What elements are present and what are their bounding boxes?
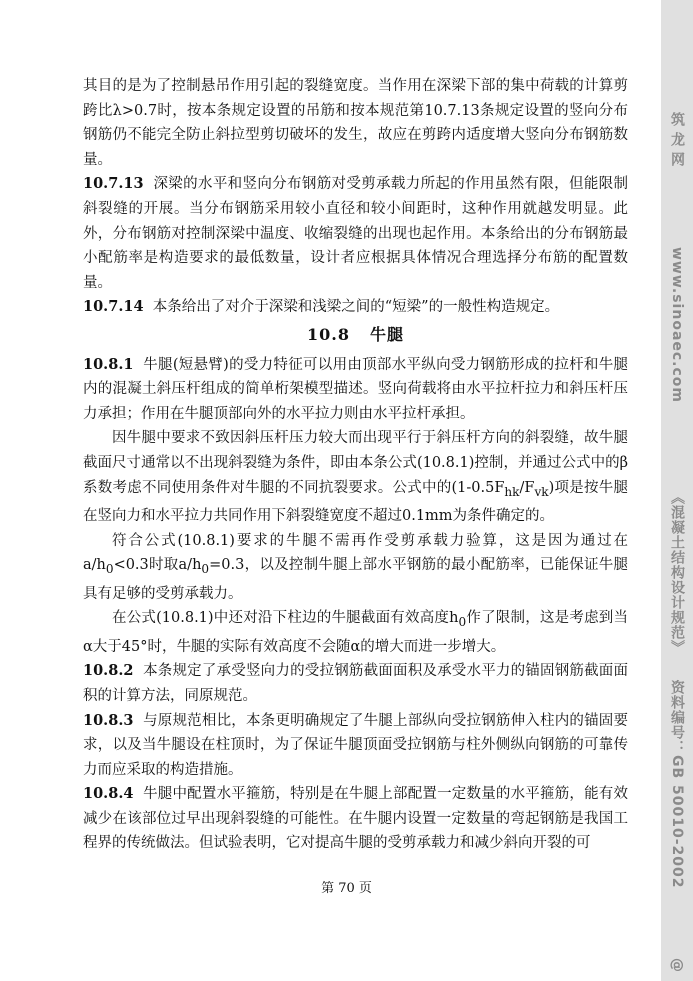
site-name: 筑龙网	[669, 112, 685, 172]
clause-10-8-2	[83, 659, 628, 708]
section-number: 10.8	[307, 324, 350, 344]
clause-number: 10.7.14	[83, 298, 144, 316]
document-body	[83, 74, 628, 856]
paragraph-shear-check: 符合公式(10.8.1)要求的牛腿不需再作受剪承载力验算，这是因为通过在$a/h_0<0.3$时取$a/h_0=0.3$，以及控制牛腿上部水平钢筋的最小配筋率，已能保证牛腿具有足够的受剪承载力。	[83, 532, 628, 602]
doc-title: 《混凝土结构设计规范》	[669, 490, 685, 655]
paragraph-intro: 其目的是为了控制悬吊作用引起的裂缝宽度。当作用在深梁下部的集中荷载的计算剪跨比λ>0.7时，按本条规定设置的吊筋和按本规范第10.7.13条规定设置的竖向分布钢筋仍不能完全防止斜拉型剪切破坏的发生，故应在剪跨内适度增大竖向分布钢筋数量。	[83, 78, 628, 168]
clause-text: 牛腿中配置水平箍筋，特别是在牛腿上部配置一定数量的水平箍筋，能有效减少在该部位过早出现斜裂缝的可能性。在牛腿内设置一定数量的弯起钢筋是我国工程界的传统做法。但试验表明，它对提高牛腿的受剪承载力和减少斜向开裂的可	[83, 786, 629, 852]
clause-10-8-4	[83, 782, 628, 856]
clause-number: 10.8.1	[83, 355, 134, 373]
clause-text: 本条规定了承受竖向力的受拉钢筋截面面积及承受水平力的锚固钢筋截面面积的计算方法，同原规范。	[83, 663, 629, 704]
clause-number: 10.8.4	[83, 785, 134, 803]
sidebar-watermark	[661, 0, 693, 981]
section-title: 牛腿	[369, 324, 404, 344]
page-number: 第 70 页	[321, 881, 372, 896]
clause-10-8-3	[83, 709, 628, 783]
paragraph-crack-control: 因牛腿中要求不致因斜压杆压力较大而出现平行于斜压杆方向的斜裂缝，故牛腿截面尺寸通常以不出现斜裂缝为条件，即由本条公式(10.8.1)控制，并通过公式中的β系数考虑不同使用条件对牛腿的不同抗裂要求。公式中的$(1-0.5F_{hk}/F_{vk})$项是按牛腿在竖向力和水平拉力共同作用下斜裂缝宽度不超过0.1mm为条件确定的。	[83, 430, 628, 524]
clause-10-7-13	[83, 172, 628, 295]
clause-text: 本条给出了对介于深梁和浅梁之间的“短梁”的一般性构造规定。	[152, 299, 560, 316]
clause-number: 10.8.2	[83, 662, 134, 680]
doc-reference: 资料编号：GB 50010-2002	[669, 680, 685, 889]
clause-10-7-14	[83, 295, 628, 320]
clause-number: 10.8.3	[83, 711, 134, 729]
clause-text: 与原规范相比，本条更明确规定了牛腿上部纵向受拉钢筋伸入柱内的锚固要求，以及当牛腿设在柱顶时，为了保证牛腿顶面受拉钢筋与柱外侧纵向钢筋的可靠传力而应采取的构造措施。	[83, 712, 629, 778]
clause-text: 牛腿(短悬臂)的受力特征可以用由顶部水平纵向受力钢筋形成的拉杆和牛腿内的混凝土斜压杆组成的简单桁架模型描述。竖向荷载将由水平拉杆拉力和斜压杆压力承担；作用在牛腿顶部向外的水平拉力则由水平拉杆承担。	[83, 356, 629, 422]
section-heading	[83, 323, 628, 348]
site-url: www.sinoaec.com	[669, 247, 685, 404]
clause-10-8-1	[83, 353, 628, 427]
copyright-icon: @	[669, 958, 685, 973]
clause-number: 10.7.13	[83, 175, 144, 193]
paragraph-effective-height: 在公式(10.8.1)中还对沿下柱边的牛腿截面有效高度$h_0$作了限制，这是考虑到当α大于45°时，牛腿的实际有效高度不会随α的增大而进一步增大。	[83, 610, 628, 655]
clause-text: 深梁的水平和竖向分布钢筋对受剪承载力所起的作用虽然有限，但能限制斜裂缝的开展。当分布钢筋采用较小直径和较小间距时，这种作用就越发明显。此外，分布钢筋对控制深梁中温度、收缩裂缝的出现也起作用。本条给出的分布钢筋最小配筋率是构造要求的最低数量，设计者应根据具体情况合理选择分布筋的配置数量。	[83, 176, 629, 291]
